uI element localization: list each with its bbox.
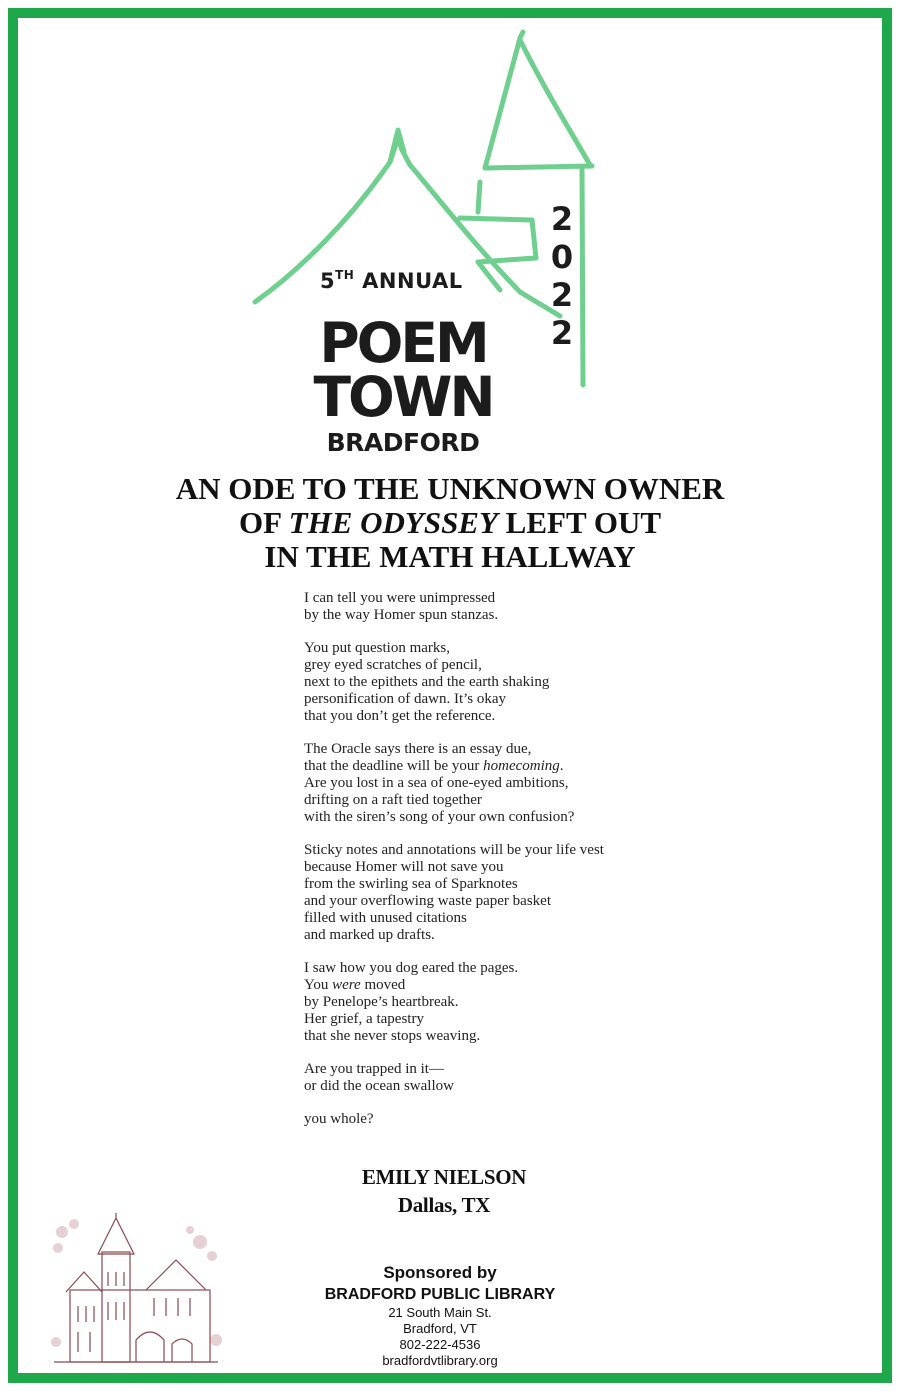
poem-line: drifting on a raft tied together bbox=[304, 792, 482, 808]
title-line-2-prefix: OF bbox=[238, 505, 289, 540]
poem-line: I can tell you were unimpressed bbox=[304, 590, 496, 606]
poem-line: because Homer will not save you bbox=[304, 859, 504, 875]
poem-line: The Oracle says there is an essay due, bbox=[304, 741, 532, 757]
library-building-illustration bbox=[50, 1212, 222, 1370]
sponsor-label: Sponsored by bbox=[383, 1263, 497, 1282]
poem-line: Sticky notes and annotations will be your life vest bbox=[304, 842, 604, 858]
poem-line: You put question marks, bbox=[304, 640, 450, 656]
poem-line-prefix: You bbox=[304, 977, 333, 993]
poem-italic-word: were bbox=[332, 977, 361, 993]
logo-year bbox=[548, 200, 576, 352]
poem-title bbox=[40, 472, 860, 574]
sponsor-address-2: Bradford, VT bbox=[403, 1321, 477, 1336]
poem-body bbox=[304, 590, 684, 1128]
poem-line: and marked up drafts. bbox=[304, 927, 435, 943]
annual-suffix: TH bbox=[335, 268, 355, 282]
poem-line: grey eyed scratches of pencil, bbox=[304, 657, 482, 673]
year-digit-1: 2 bbox=[550, 200, 574, 238]
sponsor-name: BRADFORD PUBLIC LIBRARY bbox=[324, 1286, 556, 1303]
poem-line bbox=[304, 758, 684, 775]
sponsor-website: bradfordvtlibrary.org bbox=[382, 1353, 498, 1368]
poem-line-suffix: . bbox=[559, 758, 564, 774]
poem-line: Her grief, a tapestry bbox=[304, 1011, 424, 1027]
logo-town-word: TOWN bbox=[313, 365, 493, 429]
title-line-2-suffix: LEFT OUT bbox=[497, 505, 662, 540]
author-block bbox=[300, 1163, 588, 1219]
annual-number: 5 bbox=[320, 269, 336, 293]
year-digit-4: 2 bbox=[550, 314, 574, 352]
poem-line-suffix: moved bbox=[360, 977, 406, 993]
sponsor-block bbox=[300, 1262, 580, 1369]
year-digit-3: 2 bbox=[550, 276, 574, 314]
poem-line: Are you trapped in it— bbox=[304, 1061, 444, 1077]
poem-line: I saw how you dog eared the pages. bbox=[304, 960, 519, 976]
poem-line bbox=[304, 977, 684, 994]
sponsor-phone: 802-222-4536 bbox=[399, 1337, 481, 1352]
poem-line: by the way Homer spun stanzas. bbox=[304, 607, 499, 623]
poem-line: personification of dawn. It’s okay bbox=[304, 691, 507, 707]
poem-line: or did the ocean swallow bbox=[304, 1078, 454, 1094]
year-digit-2: 0 bbox=[550, 238, 574, 276]
title-line-3: IN THE MATH HALLWAY bbox=[264, 539, 636, 574]
poem-line: that you don’t get the reference. bbox=[304, 708, 496, 724]
title-line-1: AN ODE TO THE UNKNOWN OWNER bbox=[175, 471, 725, 506]
poem-line: next to the epithets and the earth shaking bbox=[304, 674, 550, 690]
author-location: Dallas, TX bbox=[397, 1193, 491, 1217]
logo-poem-word: POEM bbox=[319, 311, 487, 375]
poem-line: with the siren’s song of your own confusion? bbox=[304, 809, 575, 825]
poem-line: from the swirling sea of Sparknotes bbox=[304, 876, 518, 892]
poem-line: that she never stops weaving. bbox=[304, 1028, 481, 1044]
poem-line: filled with unused citations bbox=[304, 910, 467, 926]
poem-line-prefix: that the deadline will be your bbox=[304, 758, 484, 774]
poem-line: by Penelope’s heartbreak. bbox=[304, 994, 459, 1010]
annual-word: ANNUAL bbox=[362, 269, 463, 293]
poem-line: and your overflowing waste paper basket bbox=[304, 893, 552, 909]
title-book-name: THE ODYSSEY bbox=[288, 505, 498, 540]
title-line-2 bbox=[40, 506, 860, 540]
poem-line: you whole? bbox=[304, 1111, 374, 1127]
annual-edition-label bbox=[320, 268, 463, 293]
poem-line: Are you lost in a sea of one-eyed ambitions, bbox=[304, 775, 569, 791]
sponsor-address-1: 21 South Main St. bbox=[388, 1305, 492, 1320]
poem-italic-word: homecoming bbox=[483, 758, 560, 774]
author-name: EMILY NIELSON bbox=[361, 1165, 527, 1189]
logo-bradford-word: BRADFORD bbox=[326, 428, 480, 457]
